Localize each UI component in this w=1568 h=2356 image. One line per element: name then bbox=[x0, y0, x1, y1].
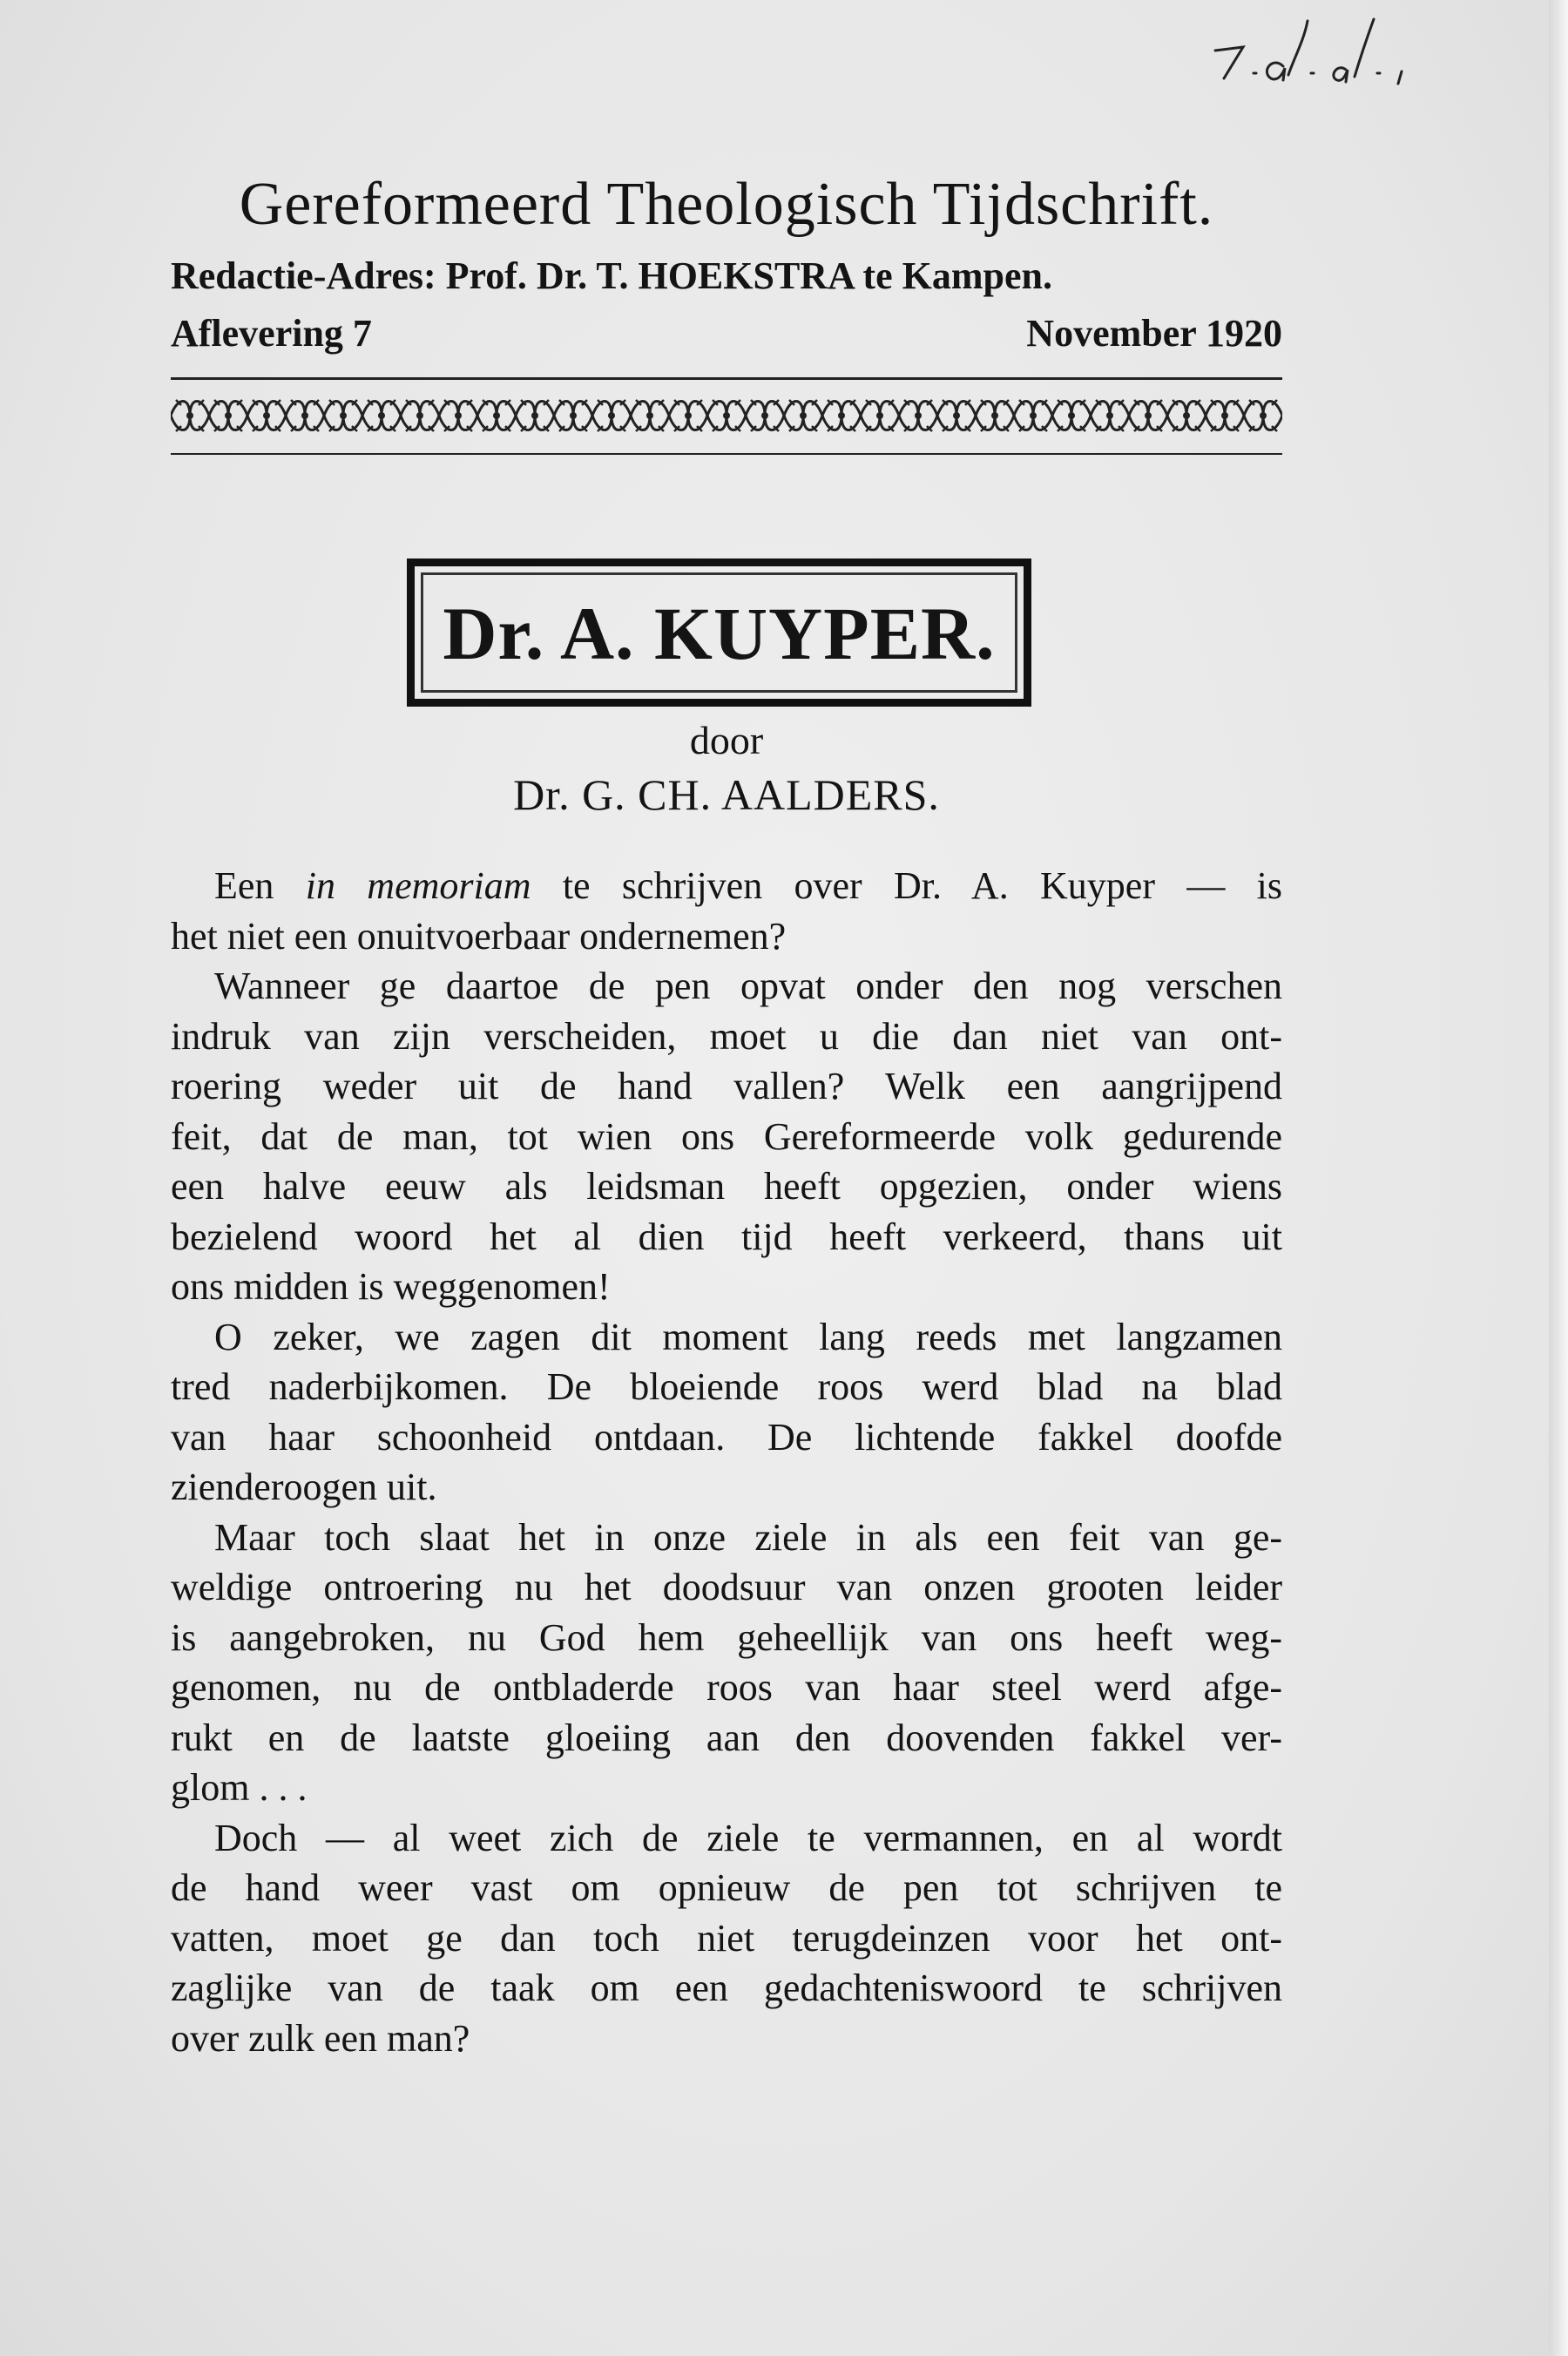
body-line: indruk van zijn verscheiden, moet u die dan niet van ont- bbox=[171, 1014, 1282, 1058]
body-line: zaglijke van de taak om een gedachteniswoord te schrijven bbox=[171, 1967, 1282, 2009]
article-body bbox=[171, 861, 1282, 2063]
issue-date: November 1920 bbox=[1026, 312, 1282, 355]
body-line: over zulk een man? bbox=[171, 2016, 470, 2060]
body-line: zienderoogen uit. bbox=[171, 1466, 437, 1508]
body-line: het niet een onuitvoerbaar ondernemen? bbox=[171, 914, 787, 958]
page-edge bbox=[1549, 0, 1568, 2356]
body-line: ons midden is weggenomen! bbox=[171, 1265, 611, 1308]
journal-title: Gereformeerd Theologisch Tijdschrift. bbox=[239, 171, 1214, 238]
body-line-text: Een bbox=[214, 864, 306, 907]
body-line: vatten, moet ge dan toch niet terugdeinzen voor het ont- bbox=[171, 1916, 1282, 1960]
byline-prefix: door bbox=[689, 718, 764, 762]
issue-number: Aflevering 7 bbox=[171, 312, 372, 355]
body-line: een halve eeuw als leidsman heeft opgezien, onder wiens bbox=[171, 1165, 1282, 1208]
body-line-text: te schrijven over Dr. A. Kuyper — is bbox=[531, 864, 1282, 907]
body-line: weldige ontroering nu het doodsuur van onzen grooten leider bbox=[171, 1566, 1282, 1608]
article-author: Dr. G. CH. AALDERS. bbox=[513, 770, 940, 819]
article-title-box bbox=[407, 559, 1031, 707]
handwritten-annotation bbox=[1198, 16, 1459, 94]
body-line: de hand weer vast om opnieuw de pen tot schrijven te bbox=[171, 1866, 1282, 1909]
emphasis-text: in memoriam bbox=[305, 864, 531, 907]
body-line: tred naderbijkomen. De bloeiende roos werd blad na blad bbox=[171, 1365, 1282, 1408]
body-line: genomen, nu de ontbladerde roos van haar steel werd afge- bbox=[171, 1666, 1282, 1709]
ornamental-border bbox=[171, 389, 1282, 442]
body-line: roering weder uit de hand vallen? Welk een aangrijpend bbox=[171, 1065, 1282, 1107]
bottom-rule bbox=[171, 453, 1282, 455]
issue-line bbox=[171, 312, 1282, 355]
article-title: Dr. A. KUYPER. bbox=[443, 592, 996, 675]
body-line: bezielend woord het al dien tijd heeft verkeerd, thans uit bbox=[171, 1215, 1282, 1258]
body-line: O zeker, we zagen dit moment lang reeds met langzamen bbox=[214, 1315, 1282, 1358]
body-line: is aangebroken, nu God hem geheellijk van ons heeft weg- bbox=[171, 1615, 1282, 1659]
body-line: Wanneer ge daartoe de pen opvat onder den nog verschen bbox=[214, 965, 1282, 1007]
body-line: feit, dat de man, tot wien ons Gereformeerde volk gedurende bbox=[171, 1114, 1282, 1158]
body-line: Maar toch slaat het in onze ziele in als een feit van ge- bbox=[214, 1515, 1282, 1559]
body-line: glom . . . bbox=[171, 1766, 308, 1809]
body-line: rukt en de laatste gloeiing aan den doovenden fakkel ver- bbox=[171, 1716, 1282, 1759]
body-line bbox=[171, 861, 1282, 911]
top-rule bbox=[171, 377, 1282, 380]
editor-address: Redactie-Adres: Prof. Dr. T. HOEKSTRA te Kampen. bbox=[171, 254, 1052, 297]
body-line: van haar schoonheid ontdaan. De lichtende fakkel doofde bbox=[171, 1415, 1282, 1459]
body-line: Doch — al weet zich de ziele te vermannen, en al wordt bbox=[214, 1816, 1282, 1859]
